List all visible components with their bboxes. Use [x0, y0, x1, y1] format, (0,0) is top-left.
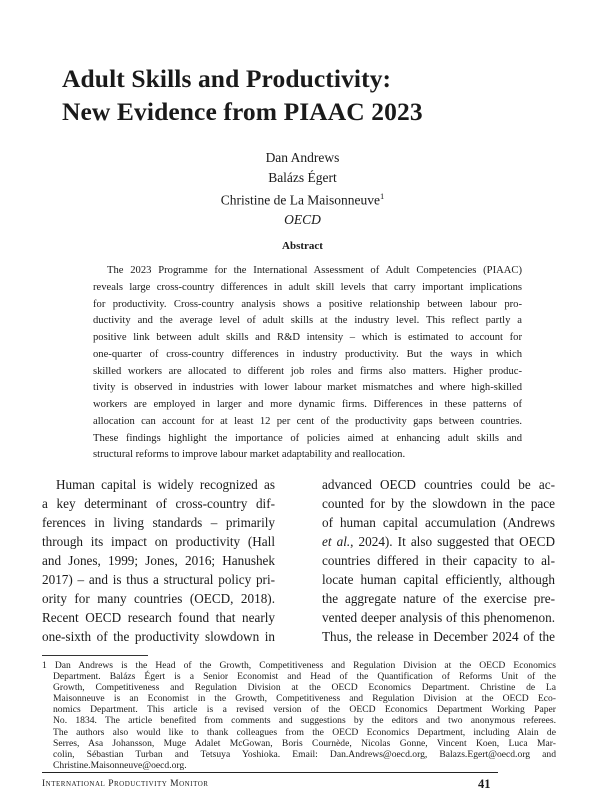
text-line: Maisonneuve is an Economist in the Growth, Competitiveness and Regulation Division at the OECD Eco- — [53, 693, 556, 705]
text-line: workers are employed in larger and more dynamic firms. Differences in these patterns of — [93, 399, 522, 410]
text-line: reveals large cross-country differences in adult skill levels that carry important implications — [93, 281, 522, 293]
text-line: Thus, the release in December 2024 of the — [322, 629, 555, 644]
text-line: ority for many countries (OECD, 2018). — [42, 591, 275, 606]
affiliation: OECD — [284, 212, 321, 227]
text: , 2024). It also suggested that OECD — [350, 534, 555, 549]
text-line: Recent OECD research found that nearly — [42, 610, 275, 625]
abstract-heading: Abstract — [282, 240, 323, 252]
title-line: Adult Skills and Productivity: — [62, 64, 392, 93]
text-line: colin, Sébastian Turban and Tetsuya Yoshioka. Email: Dan.Andrews@oecd.org, Balazs.Egert@oecd.org and — [53, 748, 556, 760]
text-line: of human capital accumulation (Andrews — [322, 515, 555, 530]
footnote-rule — [42, 655, 148, 656]
author-block — [0, 148, 605, 230]
footnote — [42, 660, 556, 771]
text-line: ferences in living standards – primarily — [42, 515, 275, 530]
text-line: counted for by the slowdown in the pace — [322, 496, 555, 511]
text-line: a key determinant of cross-country dif- — [42, 496, 275, 511]
text-line: 1 Dan Andrews is the Head of the Growth, Competitiveness and Regulation Division at the OECD Economics — [42, 660, 556, 671]
text-line: Christine.Maisonneuve@oecd.org. — [53, 759, 187, 771]
text-line: Growth, Competitiveness and Regulation Division at the OECD Economics Department. Christine de La — [53, 682, 556, 694]
body-column-left — [42, 475, 275, 646]
text-line: No. 1834. The article benefited from comments and suggestions by the editors and two anonymous referees. — [53, 715, 556, 727]
author-name: Dan Andrews — [265, 150, 340, 165]
text-line: countries differed in their capacity to al- — [322, 553, 555, 568]
text-line: 2017) – and is thus a structural policy pri- — [42, 572, 275, 587]
text-line: allocation can account for at least 12 per cent of the productivity gaps between countries. — [93, 415, 522, 427]
text-line: positive link between adult skills and R&D intensity – which is estimated to account for — [93, 332, 522, 343]
text-line: one-quarter of cross-country differences in industry productivity. But the ways in which — [93, 348, 522, 360]
text-line: through its impact on productivity (Hall — [42, 534, 275, 549]
text-line: for productivity. Cross-country analysis shows a positive relationship between labour pro- — [93, 298, 522, 310]
text-line: vented deeper analysis of this phenomenon. — [322, 610, 555, 625]
author-name: Balázs Égert — [268, 169, 337, 185]
text-line: structural reforms to improve labour market adaptability and reallocation. — [93, 449, 406, 461]
italic-text: et al. — [322, 534, 351, 549]
paper-title — [62, 62, 423, 128]
text-line — [322, 532, 555, 551]
footer-rule — [42, 772, 498, 773]
text-line: Department. Balázs Égert is a Senior Economist and Head of the Quantification of Reforms Unit of the — [53, 671, 556, 683]
journal-name: International Productivity Monitor — [42, 779, 209, 789]
text-line: and Jones, 1999; Jones, 2016; Hanushek — [42, 553, 275, 568]
text-line: skilled workers are allocated to different job roles and firms also matters. Higher produc- — [93, 365, 522, 377]
text-line: ductivity and the average level of adult skills at the industry level. This reflect partly a — [93, 315, 522, 327]
footnote-mark: 1 — [380, 191, 385, 201]
text-line: tivity is observed in industries with lower labour market mismatches and where high-skilled — [93, 382, 522, 394]
text-line: Human capital is widely recognized as — [56, 477, 275, 492]
text-line: the aggregate nature of the exercise pre- — [322, 591, 555, 606]
text-line: The 2023 Programme for the International Assessment of Adult Competencies (PIAAC) — [107, 265, 522, 276]
page-number: 41 — [478, 777, 491, 791]
text-line: locate human capital efficiently, although — [322, 572, 555, 587]
author-name: Christine de La Maisonneuve$^1$ — [220, 191, 385, 208]
title-line: New Evidence from PIAAC 2023 — [62, 97, 423, 126]
text-line: The authors also would like to thank colleagues from the OECD Economics Department, including Alain de — [53, 726, 556, 738]
text-line: advanced OECD countries could be ac- — [322, 477, 555, 492]
text-line: Serres, Asa Johansson, Muge Adalet McGowan, Boris Cournède, Nicolas Gonne, Vincent Koen, Luca Mar- — [53, 737, 556, 749]
body-column-right — [322, 475, 555, 646]
text-line: nomics Department. This article is a revised version of the OECD Economics Department Working Paper — [53, 704, 556, 716]
text-line: These findings highlight the importance of policies aimed at enhancing adult skills and — [93, 432, 522, 444]
abstract-text — [93, 263, 522, 464]
text-line: one-sixth of the productivity slowdown in — [42, 629, 275, 644]
